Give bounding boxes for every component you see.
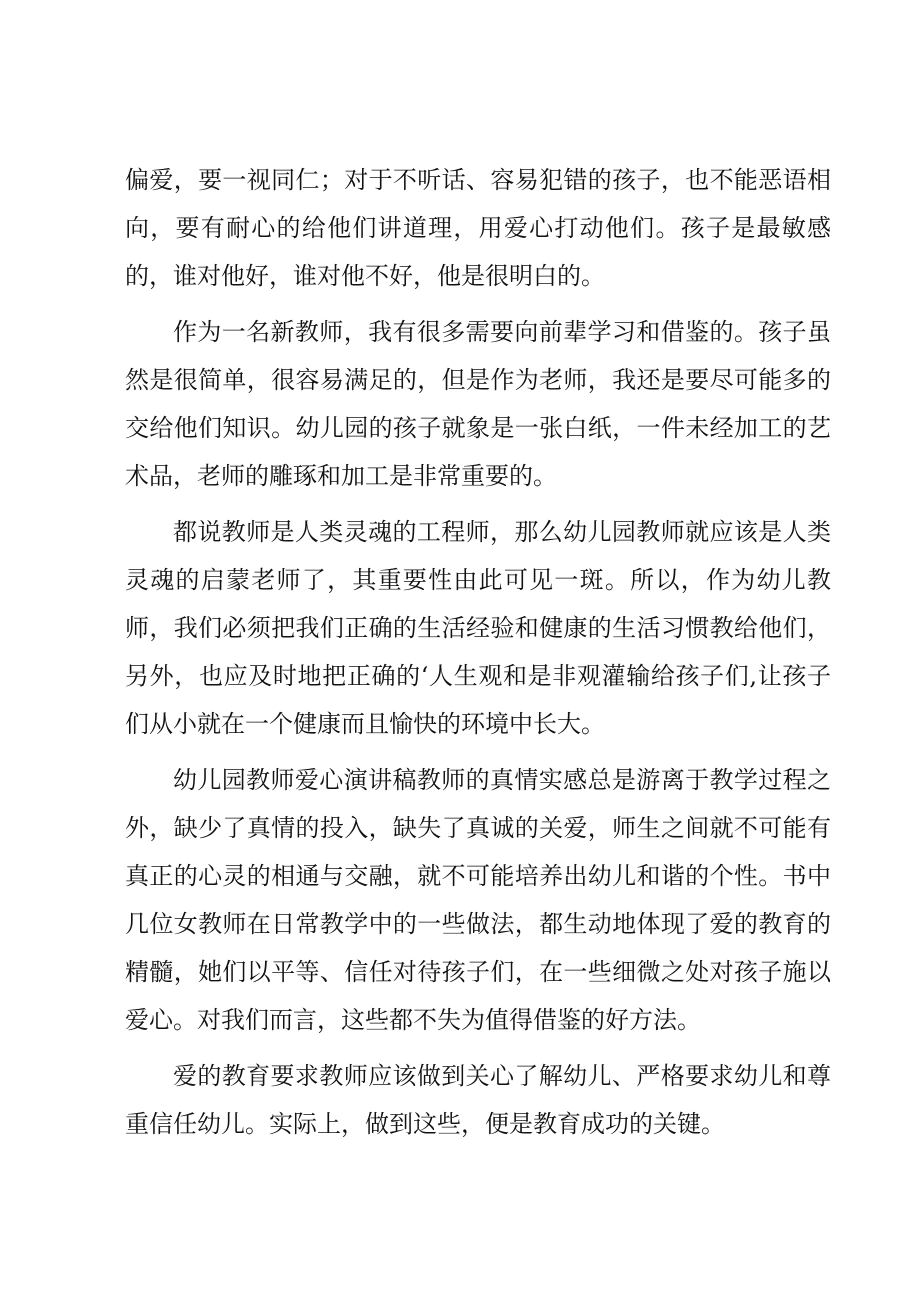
document-body — [125, 156, 831, 1156]
paragraph-2: 作为一名新教师，我有很多需要向前辈学习和借鉴的。孩子虽然是很简单，很容易满足的，但是作为老师，我还是要尽可能多的交给他们知识。幼儿园的孩子就象是一张白纸，一件未经加工的艺术品，老师的雕琢和加工是非常重要的。 — [125, 318, 831, 490]
paragraph-1: 偏爱，要一视同仁；对于不听话、容易犯错的孩子，也不能恶语相向，要有耐心的给他们讲道理，用爱心打动他们。孩子是最敏感的，谁对他好，谁对他不好，他是很明白的。 — [125, 166, 831, 290]
paragraph-3: 都说教师是人类灵魂的工程师，那么幼儿园教师就应该是人类灵魂的启蒙老师了，其重要性由此可见一斑。所以，作为幼儿教师，我们必须把我们正确的生活经验和健康的生活习惯教给他们，另外，也应及时地把正确的‘人生观和是非观灌输给孩子们,让孩子们从小就在一个健康而且愉快的环境中长大。 — [125, 518, 831, 738]
paragraph-5: 爱的教育要求教师应该做到关心了解幼儿、严格要求幼儿和尊重信任幼儿。实际上，做到这些，便是教育成功的关键。 — [125, 1062, 831, 1138]
paragraph-4: 幼儿园教师爱心演讲稿教师的真情实感总是游离于教学过程之外，缺少了真情的投入，缺失了真诚的关爱，师生之间就不可能有真正的心灵的相通与交融，就不可能培养出幼儿和谐的个性。书中几位女教师在日常教学中的一些做法，都生动地体现了爱的教育的精髓，她们以平等、信任对待孩子们，在一些细微之处对孩子施以爱心。对我们而言，这些都不失为值得借鉴的好方法。 — [125, 766, 831, 1034]
